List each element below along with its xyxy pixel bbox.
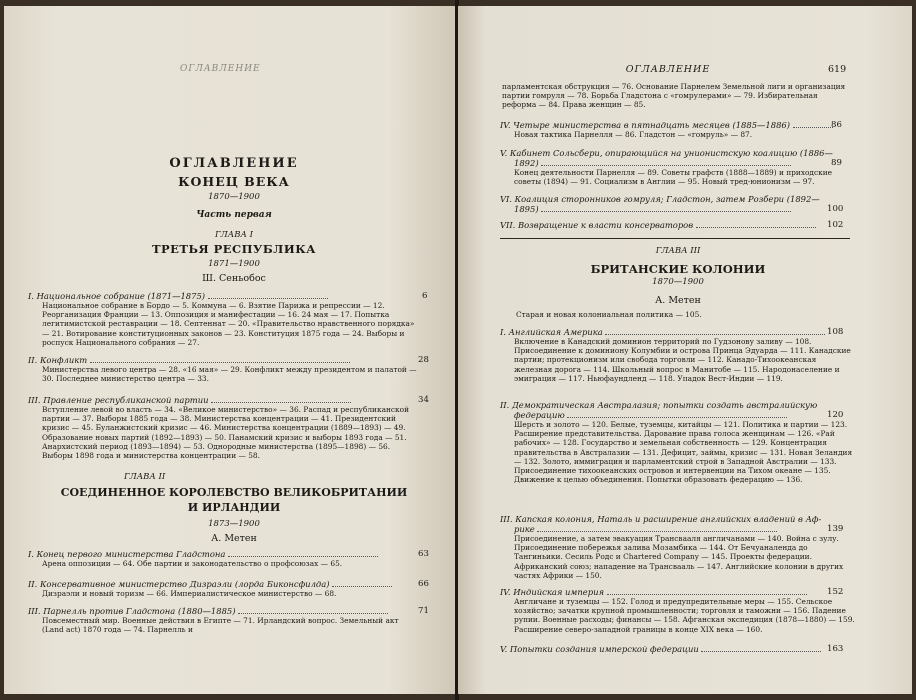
leader-dots [208, 298, 328, 299]
entry-title: I. Национальное собрание (1871—1875) [28, 291, 206, 301]
entry-page-number: 100 [827, 204, 844, 214]
entry-title: VII. Возвращение к власти консерваторов [500, 220, 694, 230]
entry-title: I. Конец первого министерства Гладстона [28, 549, 226, 559]
chapter-2-author: А. Метен [211, 533, 257, 544]
entry-page-number: 139 [827, 524, 844, 534]
leader-dots [211, 402, 351, 403]
entry-description: Новая тактика Парнелля — 86. Гладстон — «гомруль» — 87. [514, 130, 753, 139]
entry-description: Арена оппозиции — 64. Обе партии и законодательство о профсоюзах — 65. [42, 559, 343, 568]
entry-page-number: 28 [418, 355, 429, 365]
entry-page-number: 66 [418, 579, 429, 589]
chapter-1-author: Ш. Сеньобос [202, 273, 266, 284]
entry-title: III. Капская колония, Наталь и расширение английских владений в Аф- [500, 514, 822, 524]
leader-dots [541, 211, 791, 212]
chapter-3-intro: Старая и новая колониальная политика — 105. [516, 310, 702, 319]
entry-title: V. Попытки создания имперской федерации [500, 644, 699, 654]
leader-dots [696, 227, 816, 228]
entry-description: Конец деятельности Парнелля — 89. Советы графств (1888—1889) и приходские советы (1894) — 91. Социализм в Англии — 95. Новый тред-юнионизм — 97. [514, 168, 833, 187]
chapter-3-author: А. Метен [655, 295, 701, 306]
entry-title: III. Парнелль против Гладстона (1880—1885) [28, 606, 236, 616]
entry-page-number: 89 [831, 158, 842, 168]
leader-dots [567, 417, 787, 418]
part-label: Часть первая [196, 210, 272, 220]
chapter-3-title: БРИТАНСКИЕ КОЛОНИИ [590, 262, 766, 276]
section-divider [500, 238, 850, 239]
leader-dots [541, 165, 791, 166]
entry-description: Национальное собрание в Бордо — 5. Коммуна — 6. Взятие Парижа и репрессии — 12. Реорганизация Франции — 13. Оппозиция и манифестации — 16. 24 мая — 17. Попытка легитимистской реставрации — 18. Септеннат — 20. «Правительство нравственного порядка» — 21. Вотирование конституционных законов — 23. Конституция 1875 года — 24. Выборы и роспуск Национального собрания — 27. [42, 301, 415, 347]
entry-title: IV. Индийская империя [500, 587, 605, 597]
volume-years: 1870—1900 [208, 192, 260, 202]
page-number: 619 [828, 64, 847, 75]
leader-dots [607, 594, 807, 595]
entry-title: V. Кабинет Сольсбери, опирающийся на унионистскую коалицию (1886— [500, 148, 833, 158]
chapter-2-title-line-1: СОЕДИНЕННОЕ КОРОЛЕВСТВО ВЕЛИКОБРИТАНИИ [60, 486, 408, 499]
entry-description: Повсеместный мир. Военные действия в Египте — 71. Ирландский вопрос. Земельный акт (Land act) 1870 года — 74. Парнелль и [42, 616, 399, 635]
entry-description: Министерства левого центра — 28. «16 мая» — 29. Конфликт между президентом и палатой — 30. Последнее министерство центра — 33. [42, 365, 417, 384]
toc-entry [28, 579, 418, 598]
leader-dots [793, 127, 833, 128]
entry-description: Включение в Канадский доминион территорий по Гудзонову заливу — 108. Присоединение к доминиону Колумбии и острова Принца Эдуарда — 111. Канадские партии; протекционизм или свобода торговли — 112. Канадо-Тихоокеанская железная дорога — 114. Школьный вопрос в Манитобе — 115. Народонаселение и эмиграция — 117. Ньюфаундленд — 118. Упадок Вест-Индии — 119. [514, 337, 851, 383]
entry-title: II. Консервативное министерство Дизраэли (лорда Биконсфилда) [28, 579, 330, 589]
toc-entry [500, 120, 855, 139]
entry-title: VI. Коалиция сторонников гомруля; Гладстон, затем Розбери (1892— [500, 194, 820, 204]
chapter-3-label: ГЛАВА III [655, 246, 701, 256]
toc-entry [28, 549, 418, 568]
continued-description: парламентская обструкция — 76. Основание Парнелем Земельной лиги и организация партии гомруля — 78. Борьба Гладстона с «гомрулерами» — 79. Избирательная реформа — 84. Права женщин — 85. [502, 82, 846, 110]
chapter-1-label: ГЛАВА I [215, 230, 253, 240]
chapter-2-title-line-2: И ИРЛАНДИИ [187, 501, 281, 514]
entry-description: Шерсть и золото — 120. Белые, туземцы, китайцы — 121. Политика и партии — 123. Расширение представительства. Дарование права голоса женщинам — 126. «Рай рабочих» — 128. Государство и земельная собственность — 129. Концентрация правительства в Австралазии — 131. Дефицит, займы, кризис — 131. Новая Зеландия — 132. Золото, иммиграция и парламентский строй в Западной Австралии — 133. Присоединение тихоокеанских островов и интервенции на Тихом океане — 135. Движение к целью объединения. Попытки образовать федерацию — 136. [514, 420, 853, 485]
toc-entry [500, 400, 855, 484]
entry-page-number: 108 [827, 327, 844, 337]
chapter-1-years: 1871—1900 [208, 259, 260, 269]
chapter-3-years: 1870—1900 [652, 277, 704, 287]
entry-page-number: 6 [422, 291, 428, 301]
leader-dots [605, 334, 825, 335]
leader-dots [537, 531, 777, 532]
toc-entry [28, 395, 418, 460]
toc-entry [500, 587, 855, 634]
toc-entry [500, 194, 855, 214]
toc-entry [28, 291, 418, 347]
right-page [458, 6, 912, 694]
bleed-through-text: ОГЛАВЛЕНИЕ [180, 64, 261, 74]
left-page [4, 6, 456, 694]
entry-title-cont: 1892) [514, 158, 539, 168]
entry-title-cont: рике [514, 524, 535, 534]
chapter-1-title: ТРЕТЬЯ РЕСПУБЛИКА [151, 242, 317, 256]
leader-dots [332, 586, 392, 587]
leader-dots [238, 613, 388, 614]
entry-page-number: 163 [827, 644, 844, 654]
volume-title: КОНЕЦ ВЕКА [178, 174, 290, 189]
entry-page-number: 34 [418, 395, 429, 405]
leader-dots [228, 556, 378, 557]
entry-page-number: 71 [418, 606, 429, 616]
toc-entry [500, 514, 855, 580]
contents-heading: ОГЛАВЛЕНИЕ [169, 156, 299, 171]
running-head: ОГЛАВЛЕНИЕ [625, 64, 711, 75]
toc-entry [500, 220, 855, 230]
entry-page-number: 102 [827, 220, 844, 230]
entry-title-cont: федерацию [514, 410, 565, 420]
entry-description: Англичане и туземцы — 152. Голод и предупредительные меры — 155. Сельское хозяйство; зачатки крупной промышленности; торговля и таможни — 156. Падение рупии. Военные расходы; финансы — 158. Афганская экспедиция (1878—1880) — 159. Расширение северо-западной границы в конце XIX века — 160. [514, 597, 855, 634]
leader-dots [701, 651, 821, 652]
entry-title: II. Конфликт [28, 355, 88, 365]
toc-entry [28, 606, 418, 634]
toc-entry [500, 644, 855, 654]
entry-page-number: 86 [831, 120, 842, 130]
chapter-2-years: 1873—1900 [208, 519, 260, 529]
chapter-2-label: ГЛАВА II [124, 472, 166, 482]
leader-dots [90, 362, 350, 363]
entry-description: Дизраэли и новый торизм — 66. Империалистическое министерство — 68. [42, 589, 337, 598]
entry-description: Вступление левой во власть — 34. «Великое министерство» — 36. Распад и республиканской партии — 37. Выборы 1885 года — 38. Министерства концентрации — 41. Президентский кризис — 45. Буланжистский кризис — 46. Министерства концентрации (1889—1893) — 49. Образование новых партий (1892—1893) — 50. Панамский кризис и выборы 1893 года — 51. Анархистский период (1893—1894) — 53. Однородные министерства (1895—1898) — 56. Выборы 1898 года и министерства концентрации — 58. [42, 405, 410, 461]
entry-page-number: 152 [827, 587, 844, 597]
entry-title-cont: 1895) [514, 204, 539, 214]
toc-entry [28, 355, 418, 383]
entry-page-number: 63 [418, 549, 429, 559]
toc-entry [500, 148, 855, 186]
entry-title: I. Английская Америка [500, 327, 603, 337]
entry-description: Присоединение, а затем эвакуация Трансвааля англичанами — 140. Война с зулу. Присоединение побережья залива Мозамбика — 144. От Бечуаналенда до Тангиньики. Сесиль Родс и Chartered Company — 145. Проекты федерации. Африканский союз; нападение на Трансвааль — 147. Английские колонии в других частях Африки — 150. [514, 534, 844, 580]
entry-title: IV. Четыре министерства в пятнадцать месяцев (1885—1886) [500, 120, 790, 130]
entry-title: III. Правление республиканской партии [28, 395, 209, 405]
entry-title: II. Демократическая Австралазия; попытки создать австралийскую [500, 400, 818, 410]
toc-entry [500, 327, 855, 383]
entry-page-number: 120 [827, 410, 844, 420]
